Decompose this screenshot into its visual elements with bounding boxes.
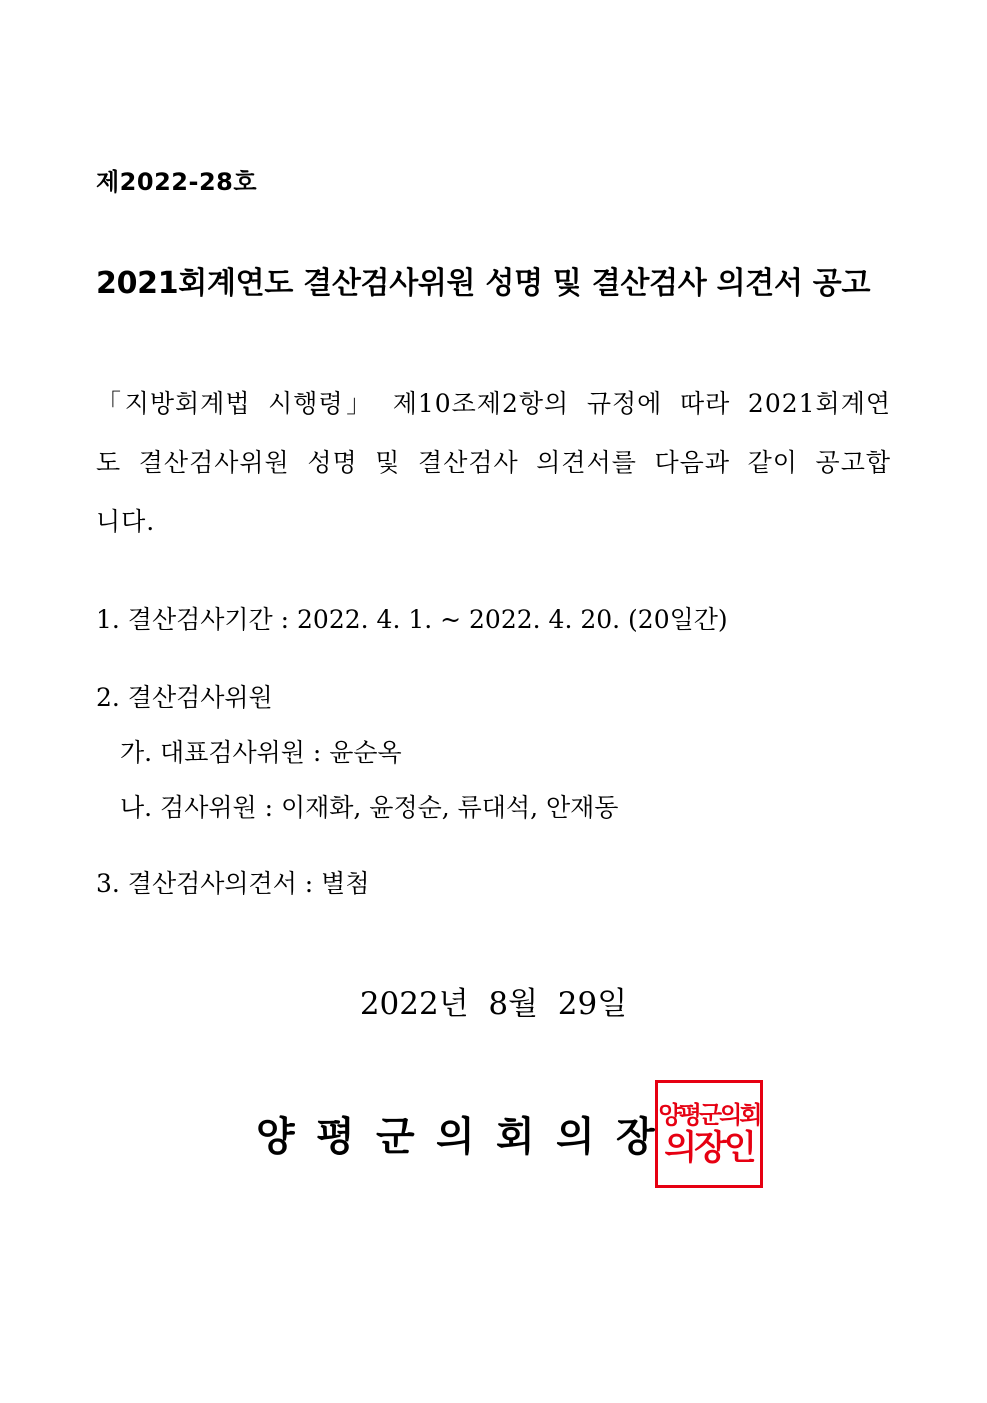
- seal-text-bottom: 의장인: [664, 1128, 754, 1168]
- signer-char: 의: [556, 1114, 595, 1160]
- signer-char: 평: [316, 1114, 355, 1160]
- official-seal: [655, 1080, 763, 1188]
- signer-title: [256, 1105, 676, 1162]
- signer-char: 군: [376, 1114, 415, 1160]
- signer-char: 회: [496, 1114, 535, 1160]
- signer-char: 의: [436, 1114, 475, 1160]
- document-title: 2021회계연도 결산검사위원 성명 및 결산검사 의견서 공고: [96, 266, 871, 301]
- item-inspectors: 나. 검사위원 : 이재화, 윤정순, 류대석, 안재동: [120, 793, 619, 822]
- item-opinion: 3. 결산검사의견서 : 별첨: [96, 869, 370, 898]
- signer-char: 양: [256, 1114, 295, 1160]
- seal-text-top: 양평군의회: [658, 1101, 760, 1129]
- intro-paragraph: 「지방회계법 시행령」 제10조제2항의 규정에 따라 2021회계연도 결산검사위원 성명 및 결산검사 의견서를 다음과 같이 공고합니다.: [96, 389, 891, 536]
- item-lead-inspector: 가. 대표검사위원 : 윤순옥: [120, 738, 402, 767]
- document-number: 제2022-28호: [96, 168, 258, 196]
- item-inspection-period: 1. 결산검사기간 : 2022. 4. 1. ~ 2022. 4. 20. (20일간): [96, 605, 728, 634]
- signer-char: 장: [616, 1114, 655, 1160]
- item-inspectors-heading: 2. 결산검사위원: [96, 683, 273, 712]
- notice-date: 2022년 8월 29일: [359, 986, 628, 1022]
